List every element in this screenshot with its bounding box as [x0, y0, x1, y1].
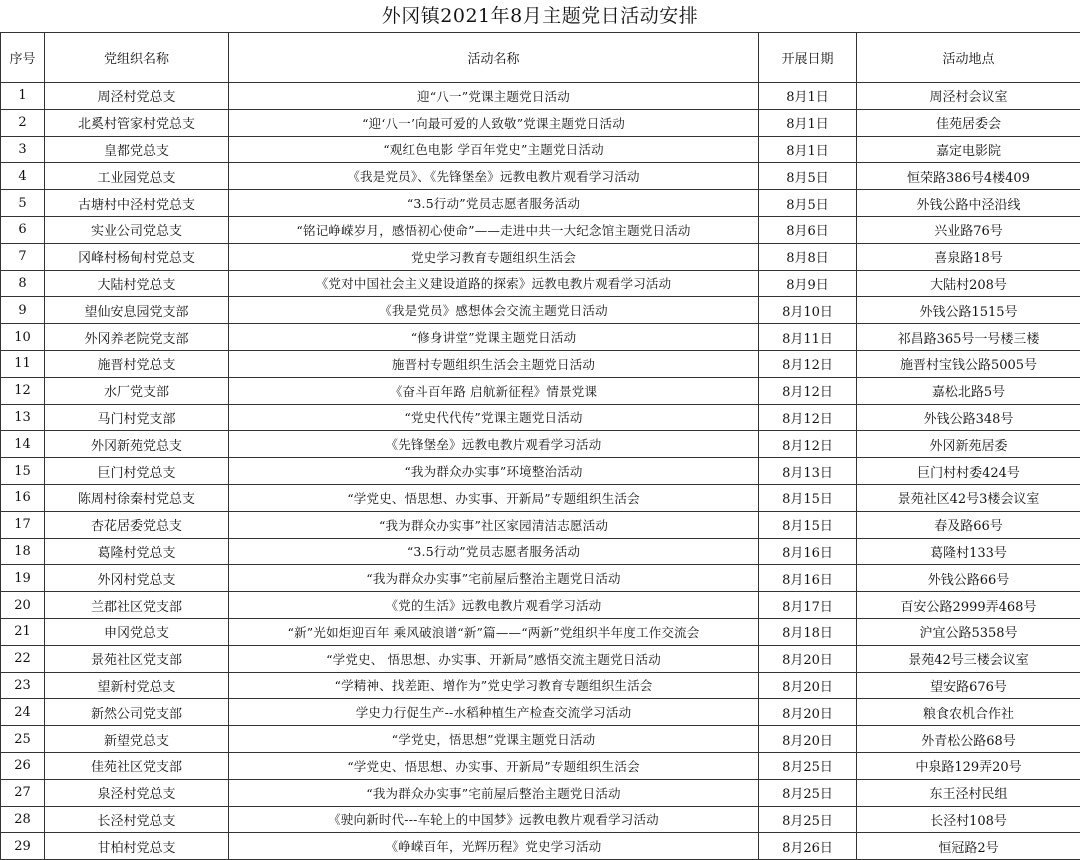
- cell-activity: “学精神、找差距、增作为”党史学习教育专题组织生活会: [229, 672, 759, 699]
- cell-date: 8月11日: [759, 324, 857, 351]
- table-row: [1, 377, 1080, 404]
- cell-index: 5: [1, 190, 45, 217]
- table-row: [1, 592, 1080, 619]
- document-title: 外冈镇2021年8月主题党日活动安排: [381, 5, 699, 27]
- cell-organization: 望新村党总支: [45, 672, 229, 699]
- cell-location: 外钱公路1515号: [857, 297, 1080, 324]
- cell-location: 春及路66号: [857, 511, 1080, 538]
- cell-organization: 泉泾村党总支: [45, 779, 229, 806]
- cell-index: 12: [1, 377, 45, 404]
- cell-date: 8月20日: [759, 645, 857, 672]
- cell-index: 3: [1, 136, 45, 163]
- cell-index: 21: [1, 618, 45, 645]
- cell-location: 大陆村208号: [857, 270, 1080, 297]
- cell-activity: “修身讲堂”党课主题党日活动: [229, 324, 759, 351]
- cell-location: 施晋村宝钱公路5005号: [857, 350, 1080, 377]
- cell-organization: 申冈党总支: [45, 618, 229, 645]
- cell-location: 望安路676号: [857, 672, 1080, 699]
- cell-activity: “学党史、 悟思想、办实事、开新局”感悟交流主题党日活动: [229, 645, 759, 672]
- cell-activity: “学党史、悟思想、办实事、开新局”专题组织生活会: [229, 752, 759, 779]
- table-row: [1, 806, 1080, 833]
- cell-location: 嘉松北路5号: [857, 377, 1080, 404]
- activity-table: [0, 32, 1080, 860]
- cell-date: 8月25日: [759, 806, 857, 833]
- cell-index: 23: [1, 672, 45, 699]
- cell-location: 百安公路2999弄468号: [857, 592, 1080, 619]
- cell-index: 1: [1, 83, 45, 110]
- cell-date: 8月20日: [759, 672, 857, 699]
- cell-index: 4: [1, 163, 45, 190]
- cell-index: 16: [1, 484, 45, 511]
- table-row: [1, 672, 1080, 699]
- table-row: [1, 324, 1080, 351]
- cell-date: 8月17日: [759, 592, 857, 619]
- cell-index: 27: [1, 779, 45, 806]
- cell-organization: 大陆村党总支: [45, 270, 229, 297]
- cell-index: 2: [1, 109, 45, 136]
- cell-location: 粮食农机合作社: [857, 699, 1080, 726]
- cell-activity: “党史代代传”党课主题党日活动: [229, 404, 759, 431]
- header-index: 序号: [1, 33, 45, 83]
- cell-organization: 长泾村党总支: [45, 806, 229, 833]
- cell-date: 8月1日: [759, 136, 857, 163]
- table-row: [1, 484, 1080, 511]
- cell-date: 8月1日: [759, 109, 857, 136]
- cell-organization: 周泾村党总支: [45, 83, 229, 110]
- cell-location: 喜泉路18号: [857, 243, 1080, 270]
- cell-organization: 陈周村徐秦村党总支: [45, 484, 229, 511]
- cell-organization: 外冈新苑党总支: [45, 431, 229, 458]
- cell-date: 8月16日: [759, 565, 857, 592]
- cell-organization: 外冈养老院党支部: [45, 324, 229, 351]
- cell-location: 中泉路129弄20号: [857, 752, 1080, 779]
- cell-organization: 兰郡社区党支部: [45, 592, 229, 619]
- cell-location: 东王泾村民组: [857, 779, 1080, 806]
- cell-activity: 《峥嵘百年，光辉历程》党史学习活动: [229, 833, 759, 860]
- cell-activity: “我为群众办实事”社区家园清洁志愿活动: [229, 511, 759, 538]
- cell-date: 8月12日: [759, 404, 857, 431]
- cell-location: 景苑社区42号3楼会议室: [857, 484, 1080, 511]
- cell-organization: 新然公司党支部: [45, 699, 229, 726]
- cell-location: 外钱公路66号: [857, 565, 1080, 592]
- cell-location: 外钱公路中泾沿线: [857, 190, 1080, 217]
- table-body: [1, 83, 1080, 860]
- cell-date: 8月12日: [759, 350, 857, 377]
- cell-date: 8月5日: [759, 163, 857, 190]
- table-row: [1, 190, 1080, 217]
- cell-date: 8月10日: [759, 297, 857, 324]
- cell-organization: 水厂党支部: [45, 377, 229, 404]
- cell-index: 8: [1, 270, 45, 297]
- table-row: [1, 431, 1080, 458]
- cell-activity: “迎‘八一’向最可爱的人致敬”党课主题党日活动: [229, 109, 759, 136]
- cell-date: 8月20日: [759, 726, 857, 753]
- cell-index: 26: [1, 752, 45, 779]
- cell-location: 长泾村108号: [857, 806, 1080, 833]
- cell-activity: 《党的生活》远教电教片观看学习活动: [229, 592, 759, 619]
- cell-activity: “我为群众办实事”环境整治活动: [229, 458, 759, 485]
- cell-activity: “铭记峥嵘岁月，感悟初心使命”——走进中共一大纪念馆主题党日活动: [229, 216, 759, 243]
- table-row: [1, 726, 1080, 753]
- cell-index: 25: [1, 726, 45, 753]
- cell-index: 17: [1, 511, 45, 538]
- header-activity: 活动名称: [229, 33, 759, 83]
- cell-organization: 巨门村党总支: [45, 458, 229, 485]
- cell-location: 周泾村会议室: [857, 83, 1080, 110]
- cell-activity: 《驶向新时代---车轮上的中国梦》远教电教片观看学习活动: [229, 806, 759, 833]
- cell-index: 6: [1, 216, 45, 243]
- table-row: [1, 779, 1080, 806]
- cell-organization: 景苑社区党支部: [45, 645, 229, 672]
- cell-index: 24: [1, 699, 45, 726]
- cell-date: 8月26日: [759, 833, 857, 860]
- table-row: [1, 270, 1080, 297]
- cell-location: 巨门村村委424号: [857, 458, 1080, 485]
- table-row: [1, 216, 1080, 243]
- cell-organization: 施晋村党总支: [45, 350, 229, 377]
- cell-location: 景苑42号三楼会议室: [857, 645, 1080, 672]
- table-row: [1, 243, 1080, 270]
- cell-date: 8月9日: [759, 270, 857, 297]
- cell-index: 18: [1, 538, 45, 565]
- cell-activity: “学党史，悟思想”党课主题党日活动: [229, 726, 759, 753]
- cell-organization: 佳苑社区党支部: [45, 752, 229, 779]
- cell-organization: 北奚村管家村党总支: [45, 109, 229, 136]
- cell-date: 8月8日: [759, 243, 857, 270]
- table-row: [1, 645, 1080, 672]
- cell-activity: 《我是党员》感想体会交流主题党日活动: [229, 297, 759, 324]
- cell-index: 11: [1, 350, 45, 377]
- cell-location: 恒荣路386号4楼409: [857, 163, 1080, 190]
- cell-date: 8月20日: [759, 699, 857, 726]
- cell-date: 8月15日: [759, 484, 857, 511]
- cell-index: 13: [1, 404, 45, 431]
- table-row: [1, 163, 1080, 190]
- cell-activity: 《先锋堡垒》远教电教片观看学习活动: [229, 431, 759, 458]
- cell-date: 8月16日: [759, 538, 857, 565]
- header-organization: 党组织名称: [45, 33, 229, 83]
- cell-organization: 杏花居委党总支: [45, 511, 229, 538]
- cell-location: 祁昌路365号一号楼三楼: [857, 324, 1080, 351]
- cell-activity: 《我是党员》、《先锋堡垒》远教电教片观看学习活动: [229, 163, 759, 190]
- cell-index: 15: [1, 458, 45, 485]
- table-row: [1, 458, 1080, 485]
- table-row: [1, 297, 1080, 324]
- table-row: [1, 404, 1080, 431]
- table-row: [1, 699, 1080, 726]
- header-location: 活动地点: [857, 33, 1080, 83]
- cell-date: 8月25日: [759, 752, 857, 779]
- cell-activity: 学史力行促生产--水稻种植生产检查交流学习活动: [229, 699, 759, 726]
- header-row: [1, 33, 1080, 83]
- cell-activity: “我为群众办实事”宅前屋后整治主题党日活动: [229, 779, 759, 806]
- cell-index: 19: [1, 565, 45, 592]
- cell-date: 8月18日: [759, 618, 857, 645]
- cell-date: 8月13日: [759, 458, 857, 485]
- table-row: [1, 136, 1080, 163]
- cell-location: 恒冠路2号: [857, 833, 1080, 860]
- cell-index: 29: [1, 833, 45, 860]
- cell-location: 嘉定电影院: [857, 136, 1080, 163]
- header-date: 开展日期: [759, 33, 857, 83]
- cell-activity: 施晋村专题组织生活会主题党日活动: [229, 350, 759, 377]
- cell-organization: 马门村党支部: [45, 404, 229, 431]
- cell-organization: 外冈村党总支: [45, 565, 229, 592]
- cell-index: 9: [1, 297, 45, 324]
- cell-date: 8月15日: [759, 511, 857, 538]
- cell-index: 10: [1, 324, 45, 351]
- cell-date: 8月25日: [759, 779, 857, 806]
- cell-organization: 新望党总支: [45, 726, 229, 753]
- table-row: [1, 752, 1080, 779]
- cell-index: 28: [1, 806, 45, 833]
- cell-location: 沪宜公路5358号: [857, 618, 1080, 645]
- cell-index: 20: [1, 592, 45, 619]
- table-row: [1, 83, 1080, 110]
- cell-activity: “观红色电影 学百年党史”主题党日活动: [229, 136, 759, 163]
- cell-location: 佳苑居委会: [857, 109, 1080, 136]
- cell-organization: 实业公司党总支: [45, 216, 229, 243]
- cell-index: 7: [1, 243, 45, 270]
- table-row: [1, 511, 1080, 538]
- cell-activity: “学党史、悟思想、办实事、开新局”专题组织生活会: [229, 484, 759, 511]
- table-row: [1, 618, 1080, 645]
- cell-organization: 古塘村中泾村党总支: [45, 190, 229, 217]
- cell-date: 8月12日: [759, 377, 857, 404]
- cell-date: 8月1日: [759, 83, 857, 110]
- cell-activity: 《奋斗百年路 启航新征程》情景党课: [229, 377, 759, 404]
- cell-organization: 甘柏村党总支: [45, 833, 229, 860]
- cell-activity: 《党对中国社会主义建设道路的探索》远教电教片观看学习活动: [229, 270, 759, 297]
- table-row: [1, 833, 1080, 860]
- cell-location: 外钱公路348号: [857, 404, 1080, 431]
- cell-index: 14: [1, 431, 45, 458]
- cell-activity: 迎“八一”党课主题党日活动: [229, 83, 759, 110]
- cell-location: 兴业路76号: [857, 216, 1080, 243]
- cell-location: 葛隆村133号: [857, 538, 1080, 565]
- cell-organization: 工业园党总支: [45, 163, 229, 190]
- cell-activity: “新”光如炬迎百年 乘风破浪谱“新”篇——“两新”党组织半年度工作交流会: [229, 618, 759, 645]
- cell-date: 8月5日: [759, 190, 857, 217]
- cell-organization: 葛隆村党总支: [45, 538, 229, 565]
- cell-date: 8月12日: [759, 431, 857, 458]
- cell-activity: “3.5行动”党员志愿者服务活动: [229, 190, 759, 217]
- cell-organization: 皇都党总支: [45, 136, 229, 163]
- table-row: [1, 350, 1080, 377]
- cell-organization: 望仙安息园党支部: [45, 297, 229, 324]
- cell-index: 22: [1, 645, 45, 672]
- cell-date: 8月6日: [759, 216, 857, 243]
- table-row: [1, 565, 1080, 592]
- table-row: [1, 109, 1080, 136]
- cell-location: 外青松公路68号: [857, 726, 1080, 753]
- table-row: [1, 538, 1080, 565]
- cell-activity: “我为群众办实事”宅前屋后整治主题党日活动: [229, 565, 759, 592]
- cell-organization: 冈峰村杨甸村党总支: [45, 243, 229, 270]
- cell-activity: 党史学习教育专题组织生活会: [229, 243, 759, 270]
- cell-activity: “3.5行动”党员志愿者服务活动: [229, 538, 759, 565]
- cell-location: 外冈新苑居委: [857, 431, 1080, 458]
